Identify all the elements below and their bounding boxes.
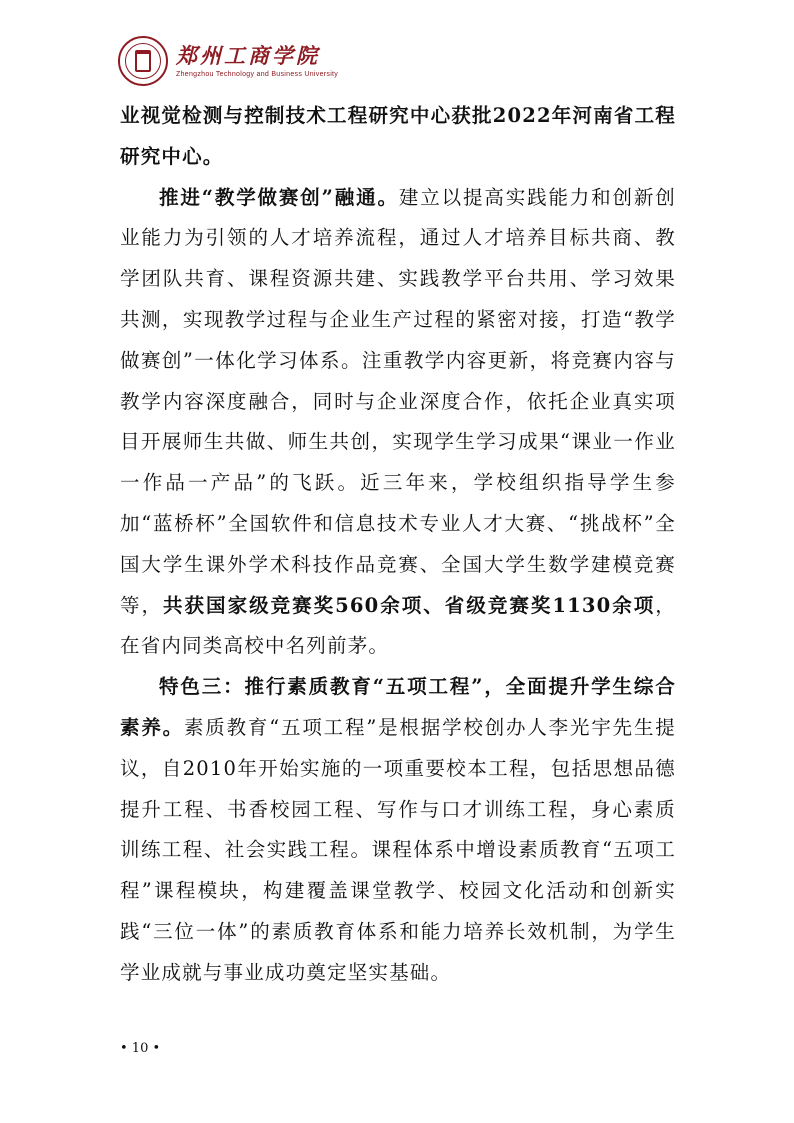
university-name-en: Zhengzhou Technology and Business University [176,71,339,78]
university-seal-icon [118,36,168,86]
university-name-cn: 郑州工商学院 [176,44,320,68]
paragraph-text: 建立以提高实践能力和创新创业能力为引领的人才培养流程，通过人才培养目标共商、教学团队共育、课程资源共建、实践教学平台共用、学习效果共测，实现教学过程与企业生产过程的紧密对接，打造“教学做赛创”一体化学习体系。注重教学内容更新，将竞赛内容与教学内容深度融合，同时与企业深度合作，依托企业真实项目开展师生共做、师生共创，实现学生学习成果“课业一作业一作品一产品”的飞跃。近三年来，学校组织指导学生参加“蓝桥杯”全国软件和信息技术专业人才大赛、“挑战杯”全国大学生课外学术科技作品竞赛、全国大学生数学建模竞赛等， [120,185,676,617]
paragraph [120,96,676,178]
university-brand [176,43,338,79]
document-body [120,96,676,994]
document-header [118,30,678,92]
paragraph-text: 素质教育“五项工程”是根据学校创办人李光宇先生提议，自2010年开始实施的一项重要校本工程，包括思想品德提升工程、书香校园工程、写作与口才训练工程，身心素质训练工程、社会实践工程。课程体系中增设素质教育“五项工程”课程模块，构建覆盖课堂教学、校园文化活动和创新实践“三位一体”的素质教育体系和能力培养长效机制，为学生学业成就与事业成功奠定坚实基础。 [120,715,676,984]
paragraph-text-bold: 业视觉检测与控制技术工程研究中心获批2022年河南省工程研究中心。 [120,104,676,168]
page-number: • 10 • [120,1041,161,1056]
section-heading-bold: 特色三：推行素质教育“五项工程”，全面提升学生综合素养。 [120,675,676,739]
paragraph [120,667,676,993]
paragraph-text-bold: 共获国家级竞赛奖560余项、省级竞赛奖1130余项 [163,593,656,617]
paragraph-text: ，在省内同类高校中名列前茅。 [120,593,676,658]
paragraph-heading-bold: 推进“教学做赛创”融通。 [159,185,399,209]
paragraph [120,178,676,668]
